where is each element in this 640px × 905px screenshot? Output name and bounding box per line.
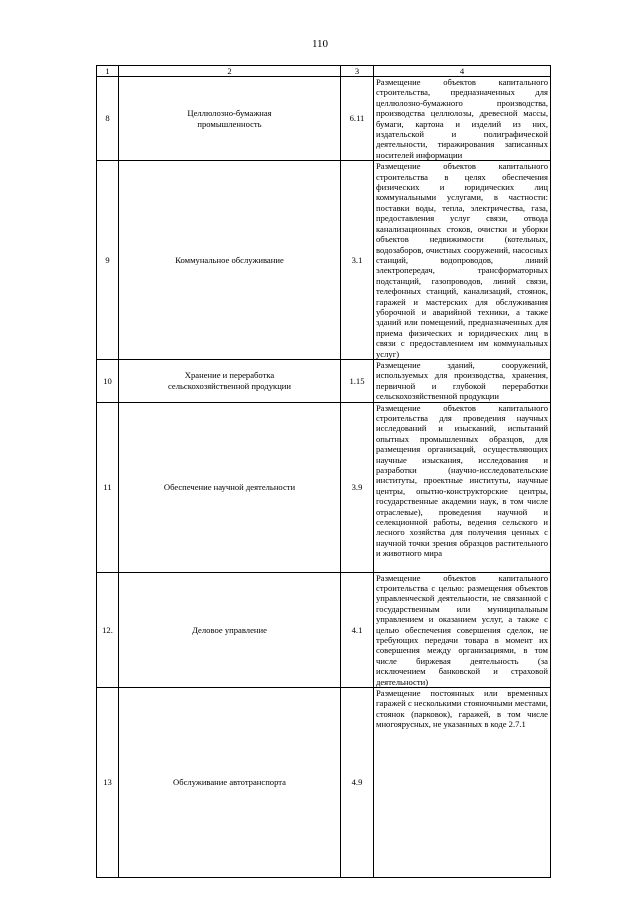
table-header-row [97, 66, 551, 77]
table-row [97, 77, 551, 161]
header-cell: 4 [374, 66, 551, 77]
table-row [97, 572, 551, 687]
row-number: 12. [97, 572, 119, 687]
row-number: 10 [97, 359, 119, 402]
row-name: Обслуживание автотранспорта [119, 688, 341, 878]
table-row [97, 688, 551, 878]
header-cell: 1 [97, 66, 119, 77]
row-name: Коммунальное обслуживание [119, 161, 341, 360]
row-name: Целлюлозно-бумажная промышленность [119, 77, 341, 161]
row-code: 3.1 [341, 161, 374, 360]
header-cell: 3 [341, 66, 374, 77]
land-use-table [96, 65, 551, 878]
row-number: 9 [97, 161, 119, 360]
row-description: Размещение объектов капитального строительства с целью: размещения объектов управленческой деятельности, не связанной с государственным или муниципальным управлением и оказанием услуг, а также с целью обеспечения совершения сделок, не требующих передачи товара в момент их совершения между организациями, в том числе биржевая деятельность (за исключением банковской и страховой деятельности) [374, 572, 551, 687]
row-code: 6.11 [341, 77, 374, 161]
row-name: Обеспечение научной деятельности [119, 402, 341, 572]
row-code: 4.1 [341, 572, 374, 687]
row-description: Размещение постоянных или временных гаражей с несколькими стояночными местами, стоянок (парковок), гаражей, в том числе многоярусных, не указанных в коде 2.7.1 [374, 688, 551, 878]
row-name: Деловое управление [119, 572, 341, 687]
row-description: Размещение объектов капитального строительства, предназначенных для целлюлозно-бумажного производства, производства целлюлозы, древесной массы, бумаги, картона и изделий из них, издательской и полиграфической деятельности, тиражирования записанных носителей информации [374, 77, 551, 161]
row-number: 8 [97, 77, 119, 161]
row-code: 1.15 [341, 359, 374, 402]
page-number: 110 [311, 38, 329, 50]
row-code: 3.9 [341, 402, 374, 572]
row-number: 11 [97, 402, 119, 572]
header-cell: 2 [119, 66, 341, 77]
table-row [97, 161, 551, 360]
row-description: Размещение зданий, сооружений, используемых для производства, хранения, первичной и глубокой переработки сельскохозяйственной продукции [374, 359, 551, 402]
table-row [97, 359, 551, 402]
row-description: Размещение объектов капитального строительства для проведения научных исследований и изысканий, испытаний опытных промышленных образцов, для размещения организаций, осуществляющих научные изыскания, исследования и разработки (научно-исследовательские институты, проектные институты, научные центры, опытно-конструкторские центры, государственные академии наук, в том числе отраслевые), проведения научной и селекционной работы, ведения сельского и лесного хозяйства для получения ценных с научной точки зрения образцов растительного и животного мира [374, 402, 551, 572]
row-description: Размещение объектов капитального строительства в целях обеспечения физических и юридических лиц коммунальными услугами, в частности: поставки воды, тепла, электричества, газа, предоставления услуг связи, отвода канализационных стоков, очистки и уборки объектов недвижимости (котельных, водозаборов, очистных сооружений, насосных станций, водопроводов, линий электропередач, трансформаторных подстанций, газопроводов, линий связи, телефонных станций, канализаций, стоянок, гаражей и мастерских для обслуживания уборочной и аварийной техники, а также зданий или помещений, предназначенных для приема физических и юридических лиц в связи с предоставлением им коммунальных услуг) [374, 161, 551, 360]
row-name: Хранение и переработка сельскохозяйственной продукции [119, 359, 341, 402]
table-row [97, 402, 551, 572]
row-code: 4.9 [341, 688, 374, 878]
row-number: 13 [97, 688, 119, 878]
